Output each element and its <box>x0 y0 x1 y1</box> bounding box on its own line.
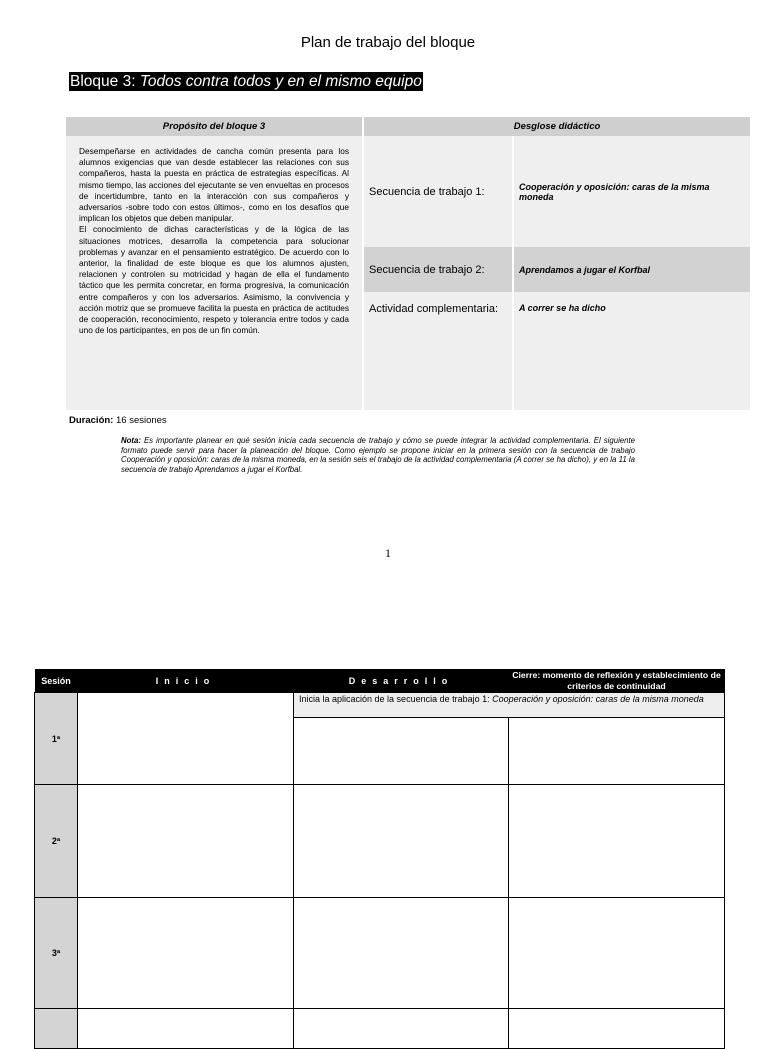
session-1-closure-cell[interactable] <box>509 718 725 785</box>
session-2-development-cell[interactable] <box>294 785 509 898</box>
header-development: Desarrollo <box>294 669 509 693</box>
header-start: Inicio <box>78 669 294 693</box>
duration-label: Duración: <box>69 415 114 426</box>
breakdown-header: Desglose didáctico <box>364 117 750 136</box>
header-session: Sesión <box>35 669 78 693</box>
sequence-start-name: Cooperación y oposición: caras de la misma moneda <box>492 694 704 704</box>
session-3-start-cell[interactable] <box>78 898 294 1009</box>
sequence-1-label: Secuencia de trabajo 1: <box>364 136 512 247</box>
note-text: Es importante planear en qué sesión inicia cada secuencia de trabajo y cómo se puede integrar la actividad complementaria. El siguiente formato puede servir para hacer la planeación del bloque. Como ejemplo se propone iniciar en la primera sesión con la secuencia de trabajo Cooperación y oposición: caras de la misma moneda, en la sesión seis el trabajo de la actividad complementaria (A correr se ha dicho), y en la 11 la secuencia de trabajo Aprendamos a jugar el Korfbal. <box>121 436 635 474</box>
sequence-2-label: Secuencia de trabajo 2: <box>364 247 512 292</box>
note-label: Nota: <box>121 436 141 445</box>
note <box>121 436 635 474</box>
sequence-2-value: Aprendamos a jugar el Korfbal <box>514 247 750 292</box>
block-title <box>69 72 423 91</box>
session-4-closure-cell[interactable] <box>509 1009 725 1049</box>
session-1-start-cell[interactable] <box>78 693 294 785</box>
duration <box>69 415 167 426</box>
block-label: Bloque 3: <box>70 73 136 90</box>
session-plan-table <box>34 669 725 1049</box>
sequence-start-text: Inicia la aplicación de la secuencia de trabajo 1: <box>299 694 493 704</box>
session-2-start-cell[interactable] <box>78 785 294 898</box>
sequence-start-note <box>294 693 725 718</box>
purpose-paragraph-1: Desempeñarse en actividades de cancha común presenta para los alumnos exigencias que van desde establecer las relaciones con sus compañeros, hasta la puesta en práctica de estrategias específicas. Al mismo tiempo, las acciones del ejecutante se ven envueltas en procesos de incertidumbre, tanto en la interacción con sus compañeros y adversarios -sobre todo con estos últimos-, como en los desafíos que implican los objetos que deben manipular. <box>79 146 349 224</box>
session-4-development-cell[interactable] <box>294 1009 509 1049</box>
sequence-1-value: Cooperación y oposición: caras de la misma moneda <box>514 136 750 247</box>
page-title: Plan de trabajo del bloque <box>300 34 476 51</box>
session-2: 2ª <box>35 785 78 898</box>
page-number: 1 <box>385 546 391 560</box>
block-name: Todos contra todos y en el mismo equipo <box>139 73 422 90</box>
session-4 <box>35 1009 78 1049</box>
purpose-text <box>66 136 362 410</box>
complementary-activity-value: A correr se ha dicho <box>514 292 750 410</box>
session-3: 3ª <box>35 898 78 1009</box>
session-4-start-cell[interactable] <box>78 1009 294 1049</box>
session-3-development-cell[interactable] <box>294 898 509 1009</box>
duration-value: 16 sesiones <box>115 415 167 426</box>
purpose-header: Propósito del bloque 3 <box>66 117 362 136</box>
session-1: 1ª <box>35 693 78 785</box>
block-plan-table <box>64 117 752 410</box>
session-1-development-cell[interactable] <box>294 718 509 785</box>
purpose-paragraph-2: El conocimiento de dichas características y de la lógica de las situaciones motrices, desarrolla la competencia para solucionar problemas y avanzar en el pensamiento estratégico. De acuerdo con lo anterior, la finalidad de este bloque es que los alumnos ajusten, relacionen y controlen su motricidad y hagan de ella el fundamento táctico que les permita concretar, en forma progresiva, la comunicación entre compañeros y con los adversarios. Asimismo, la convivencia y acción motriz que se promueve facilita la puesta en práctica de actitudes de cooperación, reconocimiento, respeto y tolerancia entre todos y cada uno de los participantes, en pos de un fin común. <box>79 224 349 336</box>
complementary-activity-label: Actividad complementaria: <box>364 292 512 410</box>
header-closure: Cierre: momento de reflexión y establecimiento de criterios de continuidad <box>509 669 725 693</box>
session-3-closure-cell[interactable] <box>509 898 725 1009</box>
session-2-closure-cell[interactable] <box>509 785 725 898</box>
